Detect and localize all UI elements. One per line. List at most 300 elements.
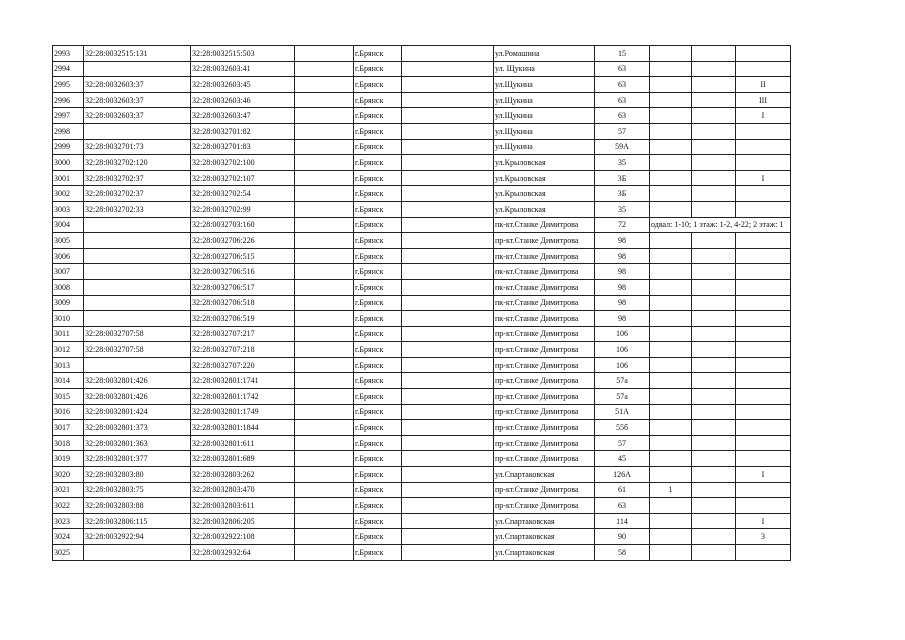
row-number: 2999 <box>53 139 84 155</box>
house-number-cell: 114 <box>595 513 650 529</box>
house-number-cell: 51А <box>595 404 650 420</box>
cadastral-number-object: 32:28:0032706:519 <box>191 311 295 327</box>
extra-cell <box>650 513 692 529</box>
street-cell: ул.Щукина <box>494 77 595 93</box>
table-row <box>53 170 791 186</box>
extra-cell <box>650 123 692 139</box>
row-number: 3015 <box>53 389 84 405</box>
city-cell: г.Брянск <box>354 389 402 405</box>
street-cell: пк-кт.Станке Димитрова <box>494 279 595 295</box>
city-cell: г.Брянск <box>354 264 402 280</box>
extra-cell <box>692 545 736 561</box>
city-cell: г.Брянск <box>354 529 402 545</box>
cadastral-number-parcel: 32:28:0032806:115 <box>84 513 191 529</box>
blank-cell <box>295 77 354 93</box>
blank-cell <box>295 342 354 358</box>
cadastral-number-parcel: 32:28:0032707:58 <box>84 326 191 342</box>
cadastral-number-object: 32:28:0032806:205 <box>191 513 295 529</box>
row-number: 3008 <box>53 279 84 295</box>
street-cell: ул.Щукина <box>494 139 595 155</box>
house-number-cell: 3Б <box>595 170 650 186</box>
blank-cell <box>295 295 354 311</box>
city-cell: г.Брянск <box>354 342 402 358</box>
blank-cell <box>295 529 354 545</box>
street-cell: ул.Крыловская <box>494 155 595 171</box>
blank-cell <box>402 139 494 155</box>
street-cell: пр-кт.Станке Димитрова <box>494 326 595 342</box>
premise-number-cell <box>736 139 791 155</box>
table-row <box>53 295 791 311</box>
extra-cell <box>692 482 736 498</box>
extra-cell <box>650 420 692 436</box>
cadastral-number-parcel <box>84 357 191 373</box>
blank-cell <box>402 545 494 561</box>
street-cell: пр-кт.Станке Димитрова <box>494 420 595 436</box>
house-number-cell: 57а <box>595 373 650 389</box>
table-row <box>53 77 791 93</box>
cadastral-number-parcel <box>84 217 191 233</box>
premise-number-cell <box>736 545 791 561</box>
row-number: 3020 <box>53 467 84 483</box>
table-row <box>53 264 791 280</box>
blank-cell <box>402 498 494 514</box>
street-cell: пк-кт.Станке Димитрова <box>494 248 595 264</box>
extra-cell <box>692 186 736 202</box>
row-number: 3021 <box>53 482 84 498</box>
table-row <box>53 46 791 62</box>
cadastral-number-object: 32:28:0032603:45 <box>191 77 295 93</box>
blank-cell <box>295 373 354 389</box>
house-number-cell: 57 <box>595 435 650 451</box>
premise-number-cell: II <box>736 77 791 93</box>
house-number-cell: 106 <box>595 357 650 373</box>
extra-cell <box>692 389 736 405</box>
extra-cell <box>692 311 736 327</box>
blank-cell <box>402 186 494 202</box>
extra-cell <box>692 295 736 311</box>
blank-cell <box>295 233 354 249</box>
cadastral-number-object: 32:28:0032707:220 <box>191 357 295 373</box>
street-cell: ул.Крыловская <box>494 170 595 186</box>
premise-number-cell <box>736 482 791 498</box>
cadastral-number-object: 32:28:0032603:47 <box>191 108 295 124</box>
house-number-cell: 63 <box>595 92 650 108</box>
cadastral-number-object: 32:28:0032706:516 <box>191 264 295 280</box>
blank-cell <box>402 326 494 342</box>
table-row <box>53 482 791 498</box>
blank-cell <box>402 373 494 389</box>
extra-cell <box>692 451 736 467</box>
extra-cell <box>650 311 692 327</box>
table-row <box>53 186 791 202</box>
extra-cell <box>650 373 692 389</box>
blank-cell <box>295 264 354 280</box>
blank-cell <box>295 248 354 264</box>
blank-cell <box>295 435 354 451</box>
row-number: 3002 <box>53 186 84 202</box>
city-cell: г.Брянск <box>354 46 402 62</box>
row-number: 3022 <box>53 498 84 514</box>
blank-cell <box>402 311 494 327</box>
cadastral-number-parcel: 32:28:0032603:37 <box>84 77 191 93</box>
cadastral-number-parcel <box>84 248 191 264</box>
city-cell: г.Брянск <box>354 108 402 124</box>
premise-number-cell <box>736 155 791 171</box>
house-number-cell: 98 <box>595 248 650 264</box>
cadastral-number-parcel <box>84 233 191 249</box>
extra-cell <box>692 529 736 545</box>
row-number: 3016 <box>53 404 84 420</box>
extra-cell <box>650 248 692 264</box>
street-cell: пр-кт.Станке Димитрова <box>494 342 595 358</box>
cadastral-number-parcel: 32:28:0032801:377 <box>84 451 191 467</box>
city-cell: г.Брянск <box>354 435 402 451</box>
cadastral-number-parcel: 32:28:0032707:58 <box>84 342 191 358</box>
extra-cell <box>650 451 692 467</box>
premise-number-cell <box>736 389 791 405</box>
blank-cell <box>402 513 494 529</box>
blank-cell <box>295 108 354 124</box>
street-cell: пк-кт.Станке Димитрова <box>494 295 595 311</box>
table-row <box>53 123 791 139</box>
extra-cell <box>692 248 736 264</box>
premise-number-cell <box>736 46 791 62</box>
blank-cell <box>295 170 354 186</box>
blank-cell <box>295 311 354 327</box>
extra-cell <box>692 279 736 295</box>
city-cell: г.Брянск <box>354 77 402 93</box>
blank-cell <box>402 201 494 217</box>
extra-cell <box>692 342 736 358</box>
cadastral-number-object: 32:28:0032603:46 <box>191 92 295 108</box>
cadastral-number-parcel: 32:28:0032803:88 <box>84 498 191 514</box>
extra-cell <box>692 498 736 514</box>
extra-cell <box>650 264 692 280</box>
blank-cell <box>402 435 494 451</box>
house-number-cell: 126А <box>595 467 650 483</box>
table-row <box>53 217 791 233</box>
street-cell: пр-кт.Станке Димитрова <box>494 435 595 451</box>
extra-cell <box>692 357 736 373</box>
premise-number-cell: III <box>736 92 791 108</box>
extra-cell <box>692 77 736 93</box>
extra-cell <box>650 170 692 186</box>
table-row <box>53 435 791 451</box>
table-row <box>53 311 791 327</box>
table-row <box>53 451 791 467</box>
cadastral-number-object: 32:28:0032803:262 <box>191 467 295 483</box>
table-row <box>53 467 791 483</box>
extra-cell <box>692 233 736 249</box>
street-cell: ул.Спартаковская <box>494 545 595 561</box>
house-number-cell: 59А <box>595 139 650 155</box>
city-cell: г.Брянск <box>354 201 402 217</box>
row-number: 3003 <box>53 201 84 217</box>
row-number: 3004 <box>53 217 84 233</box>
extra-cell <box>650 342 692 358</box>
row-number: 2998 <box>53 123 84 139</box>
extra-cell <box>692 108 736 124</box>
city-cell: г.Брянск <box>354 326 402 342</box>
city-cell: г.Брянск <box>354 233 402 249</box>
cadastral-number-parcel: 32:28:0032803:75 <box>84 482 191 498</box>
city-cell: г.Брянск <box>354 357 402 373</box>
blank-cell <box>402 264 494 280</box>
blank-cell <box>295 420 354 436</box>
premise-number-cell <box>736 248 791 264</box>
cadastral-number-parcel: 32:28:0032701:73 <box>84 139 191 155</box>
extra-cell <box>650 326 692 342</box>
table-row <box>53 545 791 561</box>
house-number-cell: 57а <box>595 389 650 405</box>
street-cell: ул.Щукина <box>494 108 595 124</box>
premise-number-cell <box>736 123 791 139</box>
cadastral-number-object: 32:28:0032801:689 <box>191 451 295 467</box>
extra-cell <box>692 404 736 420</box>
extra-cell <box>650 279 692 295</box>
cadastral-number-parcel: 32:28:0032515:131 <box>84 46 191 62</box>
cadastral-number-object: 32:28:0032706:226 <box>191 233 295 249</box>
registry-table <box>52 45 791 561</box>
extra-cell <box>692 155 736 171</box>
cadastral-number-object: 32:28:0032801:611 <box>191 435 295 451</box>
premise-number-cell: I <box>736 108 791 124</box>
row-number: 3013 <box>53 357 84 373</box>
premise-number-cell <box>736 498 791 514</box>
cadastral-number-object: 32:28:0032801:1749 <box>191 404 295 420</box>
table-row <box>53 529 791 545</box>
premise-number-cell <box>736 233 791 249</box>
blank-cell <box>295 404 354 420</box>
street-cell: ул. Щукина <box>494 61 595 77</box>
house-number-cell: 106 <box>595 342 650 358</box>
blank-cell <box>295 123 354 139</box>
city-cell: г.Брянск <box>354 311 402 327</box>
row-number: 2995 <box>53 77 84 93</box>
blank-cell <box>295 357 354 373</box>
table-row <box>53 513 791 529</box>
house-number-cell: 35 <box>595 201 650 217</box>
city-cell: г.Брянск <box>354 373 402 389</box>
street-cell: пк-кт.Станке Димитрова <box>494 217 595 233</box>
floor-description-cell: одвал: 1-10; 1 этаж: 1-2, 4-22; 2 этаж: 1 <box>650 217 791 233</box>
cadastral-number-parcel <box>84 311 191 327</box>
city-cell: г.Брянск <box>354 61 402 77</box>
cadastral-number-object: 32:28:0032702:100 <box>191 155 295 171</box>
city-cell: г.Брянск <box>354 451 402 467</box>
cadastral-number-parcel: 32:28:0032922:94 <box>84 529 191 545</box>
cadastral-number-object: 32:28:0032603:41 <box>191 61 295 77</box>
table-row <box>53 404 791 420</box>
city-cell: г.Брянск <box>354 498 402 514</box>
premise-number-cell <box>736 201 791 217</box>
extra-cell <box>692 326 736 342</box>
house-number-cell: 72 <box>595 217 650 233</box>
cadastral-number-object: 32:28:0032701:82 <box>191 123 295 139</box>
street-cell: пр-кт.Станке Димитрова <box>494 451 595 467</box>
extra-cell <box>650 46 692 62</box>
premise-number-cell <box>736 404 791 420</box>
row-number: 3006 <box>53 248 84 264</box>
cadastral-number-object: 32:28:0032801:1844 <box>191 420 295 436</box>
street-cell: ул.Ромашина <box>494 46 595 62</box>
blank-cell <box>402 420 494 436</box>
cadastral-number-object: 32:28:0032803:611 <box>191 498 295 514</box>
blank-cell <box>295 451 354 467</box>
cadastral-number-parcel <box>84 295 191 311</box>
row-number: 3007 <box>53 264 84 280</box>
cadastral-number-parcel: 32:28:0032702:120 <box>84 155 191 171</box>
blank-cell <box>402 61 494 77</box>
street-cell: пр-кт.Станке Димитрова <box>494 404 595 420</box>
extra-cell <box>692 46 736 62</box>
extra-cell <box>692 139 736 155</box>
table-row <box>53 201 791 217</box>
street-cell: ул.Спартаковская <box>494 513 595 529</box>
blank-cell <box>295 498 354 514</box>
blank-cell <box>402 77 494 93</box>
premise-number-cell <box>736 357 791 373</box>
cadastral-number-object: 32:28:0032703:160 <box>191 217 295 233</box>
city-cell: г.Брянск <box>354 467 402 483</box>
extra-cell <box>692 373 736 389</box>
extra-cell <box>692 420 736 436</box>
street-cell: пр-кт.Станке Димитрова <box>494 482 595 498</box>
blank-cell <box>402 46 494 62</box>
premise-number-cell <box>736 279 791 295</box>
extra-cell <box>692 123 736 139</box>
table-row <box>53 420 791 436</box>
extra-cell <box>692 201 736 217</box>
house-number-cell: 63 <box>595 77 650 93</box>
row-number: 3024 <box>53 529 84 545</box>
blank-cell <box>295 545 354 561</box>
cadastral-number-parcel: 32:28:0032801:373 <box>84 420 191 436</box>
blank-cell <box>295 279 354 295</box>
house-number-cell: 3Б <box>595 186 650 202</box>
blank-cell <box>295 217 354 233</box>
blank-cell <box>295 186 354 202</box>
extra-cell <box>650 155 692 171</box>
row-number: 3025 <box>53 545 84 561</box>
street-cell: пк-кт.Станке Димитрова <box>494 311 595 327</box>
cadastral-number-object: 32:28:0032707:218 <box>191 342 295 358</box>
row-number: 3017 <box>53 420 84 436</box>
house-number-cell: 63 <box>595 498 650 514</box>
cadastral-number-object: 32:28:0032801:1742 <box>191 389 295 405</box>
street-cell: ул.Спартаковская <box>494 529 595 545</box>
house-number-cell: 35 <box>595 155 650 171</box>
cadastral-number-object: 32:28:0032706:518 <box>191 295 295 311</box>
blank-cell <box>402 342 494 358</box>
cadastral-number-parcel: 32:28:0032702:37 <box>84 170 191 186</box>
house-number-cell: 63 <box>595 108 650 124</box>
blank-cell <box>402 389 494 405</box>
cadastral-number-object: 32:28:0032706:517 <box>191 279 295 295</box>
table-row <box>53 373 791 389</box>
cadastral-number-parcel: 32:28:0032603:37 <box>84 108 191 124</box>
city-cell: г.Брянск <box>354 155 402 171</box>
extra-cell <box>650 108 692 124</box>
cadastral-number-object: 32:28:0032706:515 <box>191 248 295 264</box>
table-row <box>53 498 791 514</box>
premise-number-cell <box>736 61 791 77</box>
cadastral-number-object: 32:28:0032515:503 <box>191 46 295 62</box>
blank-cell <box>402 357 494 373</box>
table-row <box>53 248 791 264</box>
row-number: 3000 <box>53 155 84 171</box>
extra-cell <box>650 529 692 545</box>
cadastral-number-object: 32:28:0032702:99 <box>191 201 295 217</box>
cadastral-number-object: 32:28:0032702:54 <box>191 186 295 202</box>
city-cell: г.Брянск <box>354 139 402 155</box>
cadastral-number-object: 32:28:0032801:1741 <box>191 373 295 389</box>
cadastral-number-parcel: 32:28:0032702:37 <box>84 186 191 202</box>
premise-number-cell <box>736 295 791 311</box>
house-number-cell: 61 <box>595 482 650 498</box>
extra-cell <box>650 201 692 217</box>
premise-number-cell <box>736 420 791 436</box>
blank-cell <box>402 123 494 139</box>
extra-cell <box>650 357 692 373</box>
extra-cell <box>650 404 692 420</box>
city-cell: г.Брянск <box>354 482 402 498</box>
cadastral-number-object: 32:28:0032803:470 <box>191 482 295 498</box>
blank-cell <box>402 295 494 311</box>
row-number: 3012 <box>53 342 84 358</box>
extra-cell <box>650 233 692 249</box>
premise-number-cell <box>736 451 791 467</box>
blank-cell <box>295 139 354 155</box>
premise-number-cell <box>736 264 791 280</box>
house-number-cell: 98 <box>595 295 650 311</box>
city-cell: г.Брянск <box>354 123 402 139</box>
street-cell: ул.Крыловская <box>494 186 595 202</box>
street-cell: ул.Крыловская <box>494 201 595 217</box>
city-cell: г.Брянск <box>354 279 402 295</box>
extra-cell <box>692 92 736 108</box>
row-number: 3014 <box>53 373 84 389</box>
street-cell: пк-кт.Станке Димитрова <box>494 264 595 280</box>
blank-cell <box>402 529 494 545</box>
premise-number-cell: I <box>736 467 791 483</box>
blank-cell <box>402 248 494 264</box>
cadastral-number-parcel: 32:28:0032801:363 <box>84 435 191 451</box>
blank-cell <box>402 170 494 186</box>
table-row <box>53 139 791 155</box>
premise-number-cell: I <box>736 170 791 186</box>
blank-cell <box>295 92 354 108</box>
row-number: 2997 <box>53 108 84 124</box>
city-cell: г.Брянск <box>354 217 402 233</box>
row-number: 2994 <box>53 61 84 77</box>
street-cell: ул.Спартаковская <box>494 467 595 483</box>
extra-cell <box>650 61 692 77</box>
blank-cell <box>295 61 354 77</box>
table-row <box>53 233 791 249</box>
premise-number-cell <box>736 186 791 202</box>
premise-number-cell <box>736 326 791 342</box>
street-cell: пр-кт.Станке Димитрова <box>494 498 595 514</box>
table-row <box>53 279 791 295</box>
house-number-cell: 55б <box>595 420 650 436</box>
blank-cell <box>402 404 494 420</box>
cadastral-number-parcel: 32:28:0032801:426 <box>84 373 191 389</box>
blank-cell <box>402 279 494 295</box>
premise-number-cell: 3 <box>736 529 791 545</box>
house-number-cell: 58 <box>595 545 650 561</box>
extra-cell <box>692 170 736 186</box>
